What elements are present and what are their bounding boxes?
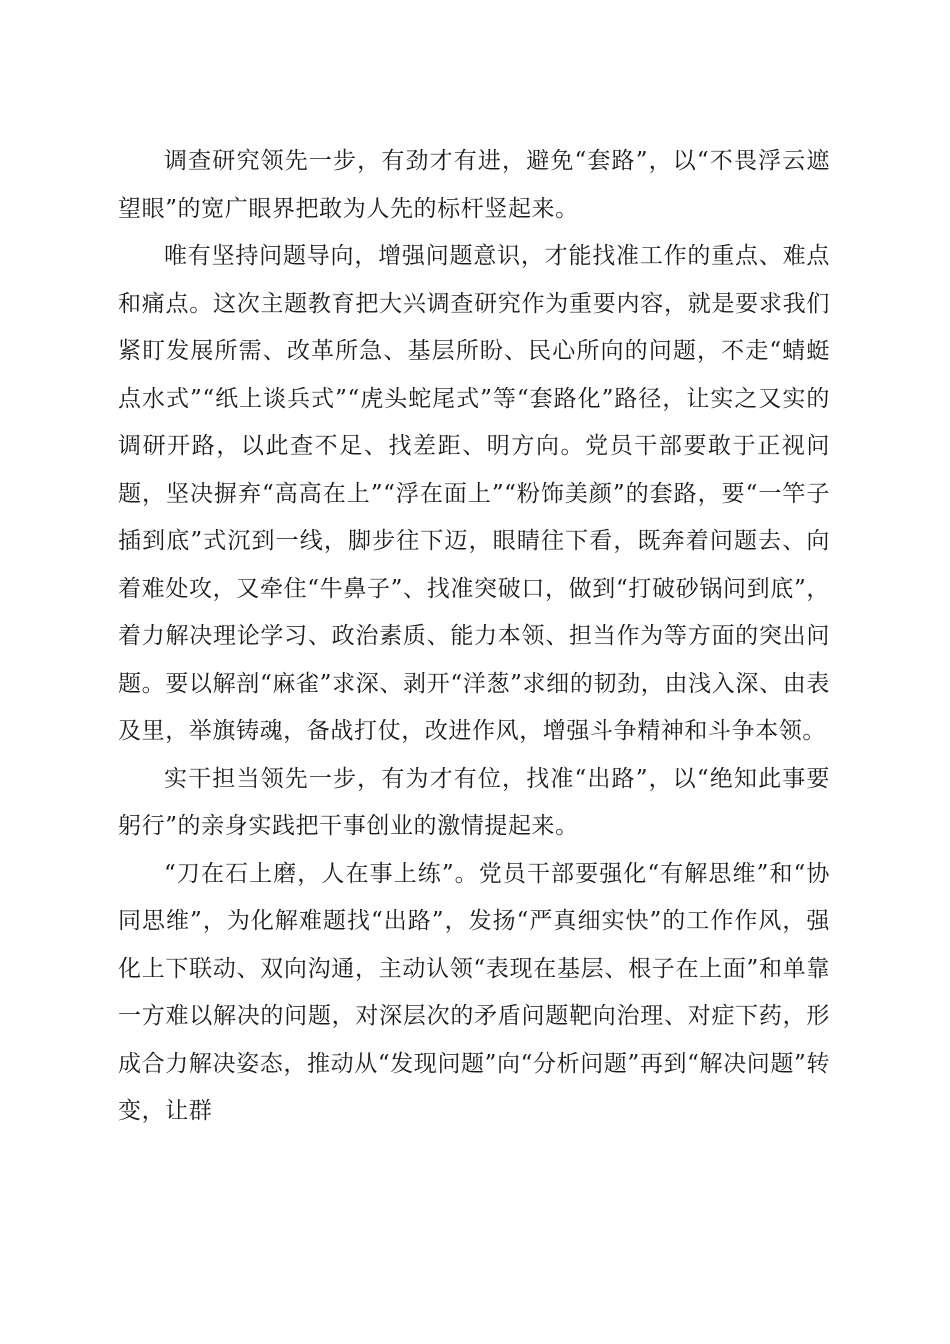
paragraph-practice-heading: 实干担当领先一步，有为才有位，找准“出路”，以“绝知此事要躬行”的亲身实践把干事创业的激情提起来。 bbox=[118, 765, 830, 839]
document-body bbox=[118, 138, 830, 1136]
paragraph-practice-body: “刀在石上磨，人在事上练”。党员干部要强化“有解思维”和“协同思维”，为化解难题找“出路”，发扬“严真细实快”的工作作风，强化上下联动、双向沟通，主动认领“表现在基层、根子在上面”和单靠一方难以解决的问题，对深层次的矛盾问题靶向治理、对症下药，形成合力解决姿态，推动从“发现问题”向“分析问题”再到“解决问题”转变，让群 bbox=[118, 860, 830, 1124]
paragraph-investigation-heading: 调查研究领先一步，有劲才有进，避免“套路”，以“不畏浮云遮望眼”的宽广眼界把敢为人先的标杆竖起来。 bbox=[118, 148, 830, 222]
paragraph-problem-orientation: 唯有坚持问题导向，增强问题意识，才能找准工作的重点、难点和痛点。这次主题教育把大兴调查研究作为重要内容，就是要求我们紧盯发展所需、改革所急、基层所盼、民心所向的问题，不走“蜻蜓点水式”“纸上谈兵式”“虎头蛇尾式”等“套路化”路径，让实之又实的调研开路，以此查不足、找差距、明方向。党员干部要敢于正视问题，坚决摒弃“高高在上”“浮在面上”“粉饰美颜”的套路，要“一竿子插到底”式沉到一线，脚步往下迈，眼睛往下看，既奔着问题去、向着难处攻，又牵住“牛鼻子”、找准突破口，做到“打破砂锅问到底”，着力解决理论学习、政治素质、能力本领、担当作为等方面的突出问题。要以解剖“麻雀”求深、剥开“洋葱”求细的韧劲，由浅入深、由表及里，举旗铸魂，备战打仗，改进作风，增强斗争精神和斗争本领。 bbox=[118, 243, 830, 744]
